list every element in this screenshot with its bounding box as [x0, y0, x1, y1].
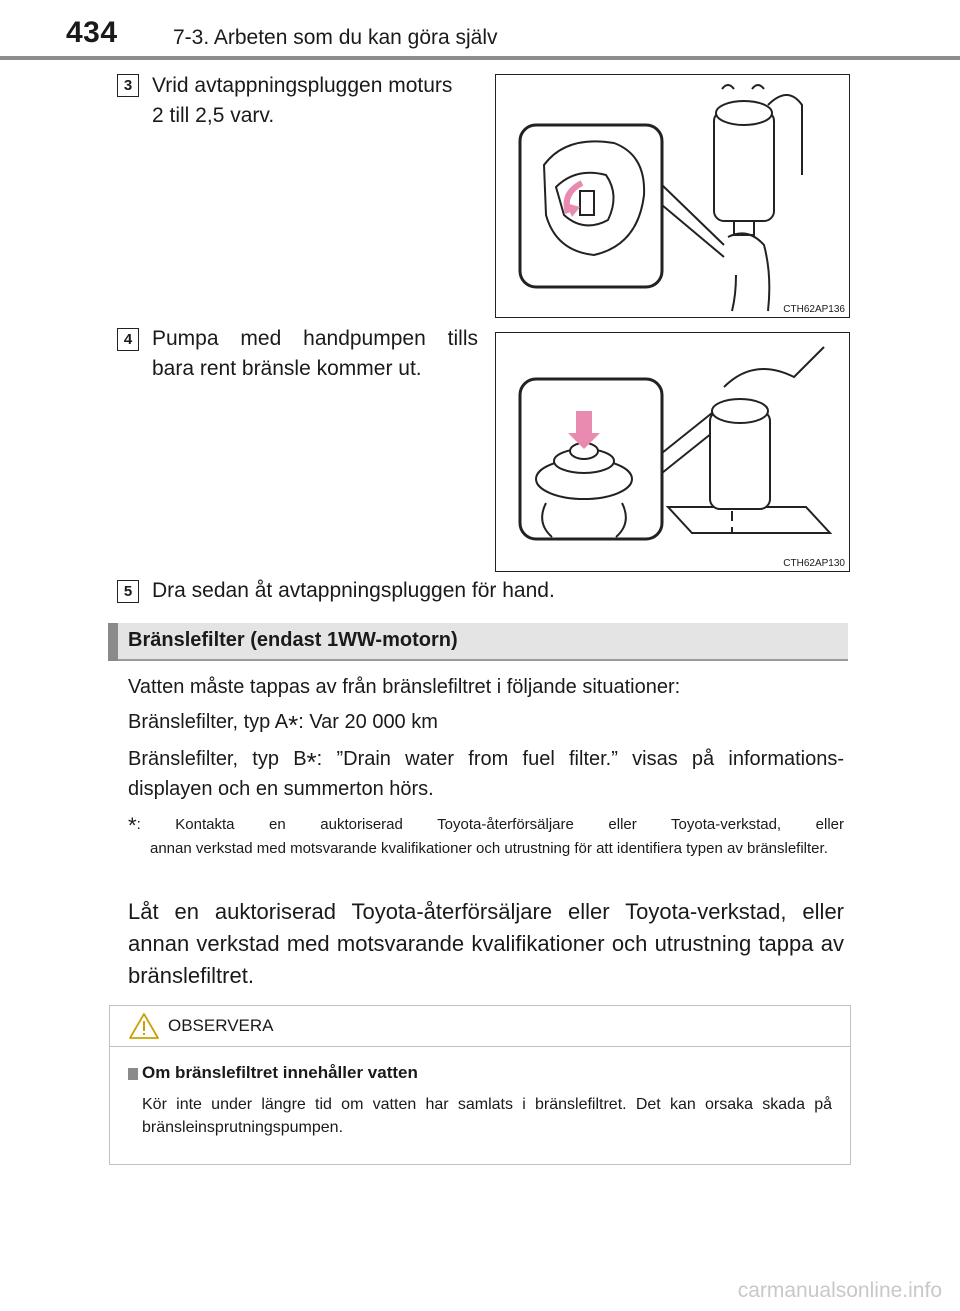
step-3-line2: 2 till 2,5 varv.: [152, 104, 275, 127]
footnote-asterisk: *: [128, 813, 137, 838]
caution-box: [109, 1005, 851, 1165]
step-5-number: 5: [117, 580, 139, 603]
caution-label: OBSERVERA: [168, 1016, 274, 1035]
step-3-line1: Vrid avtappningspluggen moturs: [152, 74, 453, 97]
step-4-line1: Pumpa med handpumpen tills: [152, 327, 478, 350]
step-3-number: 3: [117, 74, 139, 97]
step-4-text: [152, 324, 478, 384]
filter-type-b-line2: displayen och en summerton hörs.: [128, 778, 434, 800]
header-rule: [0, 56, 960, 60]
situations-intro: Vatten måste tappas av från bränslefiltret i följande situationer:: [128, 676, 681, 698]
page-number: 434: [66, 16, 118, 49]
watermark: carmanualsonline.info: [737, 1279, 942, 1302]
bullet-square-icon: [128, 1068, 138, 1080]
filter-type-b-label: Bränslefilter, typ B: [128, 748, 307, 770]
section-title: Bränslefilter (endast 1WW-motorn): [128, 629, 458, 651]
filter-type-a: [128, 704, 438, 740]
filter-type-b-value: : ”Drain water from fuel filter.” visas på informations-: [316, 748, 845, 770]
figure-drain-plug: [495, 74, 850, 318]
step-4-number: 4: [117, 328, 139, 351]
step-5-text: Dra sedan åt avtappningspluggen för hand.: [152, 579, 555, 602]
drain-plug-illustration: [496, 75, 849, 317]
figure-code: CTH62AP130: [783, 558, 845, 569]
asterisk: *: [306, 747, 317, 777]
body-paragraph: Låt en auktoriserad Toyota-återförsäljare eller Toyota-verkstad, eller annan verkstad med motsvarande kvalifikationer och utrustning tappa av bränslefiltret.: [128, 899, 844, 988]
caution-header: [110, 1006, 850, 1047]
figure-code: CTH62AP136: [783, 304, 845, 315]
footnote-body: annan verkstad med motsvarande kvalifikationer och utrustning för att identifiera typen av bränslefilter.: [150, 840, 828, 857]
section-heading: [108, 623, 848, 661]
step-4-line2: bara rent bränsle kommer ut.: [152, 357, 422, 380]
hand-pump-illustration: [496, 333, 849, 571]
filter-type-a-label: Bränslefilter, typ A: [128, 711, 289, 733]
warning-triangle-icon: [128, 1012, 160, 1040]
filter-type-b: [128, 741, 844, 804]
page-header: [0, 0, 960, 62]
section-heading-bar: [108, 623, 118, 661]
footnote: [128, 810, 844, 861]
filter-type-a-value: : Var 20 000 km: [298, 711, 438, 733]
caution-subtitle: Om bränslefiltret innehåller vatten: [142, 1063, 418, 1082]
asterisk: *: [288, 710, 299, 740]
caution-body: Kör inte under längre tid om vatten har samlats i bränslefiltret. Det kan orsaka skada på bränsleinsprutningspumpen.: [142, 1096, 832, 1136]
step-3-text: [152, 71, 452, 131]
figure-hand-pump: [495, 332, 850, 572]
chapter-title: 7-3. Arbeten som du kan göra själv: [173, 26, 498, 49]
footnote-lead: : Kontakta en auktoriserad Toyota-återförsäljare eller Toyota-verkstad, eller: [136, 816, 844, 833]
